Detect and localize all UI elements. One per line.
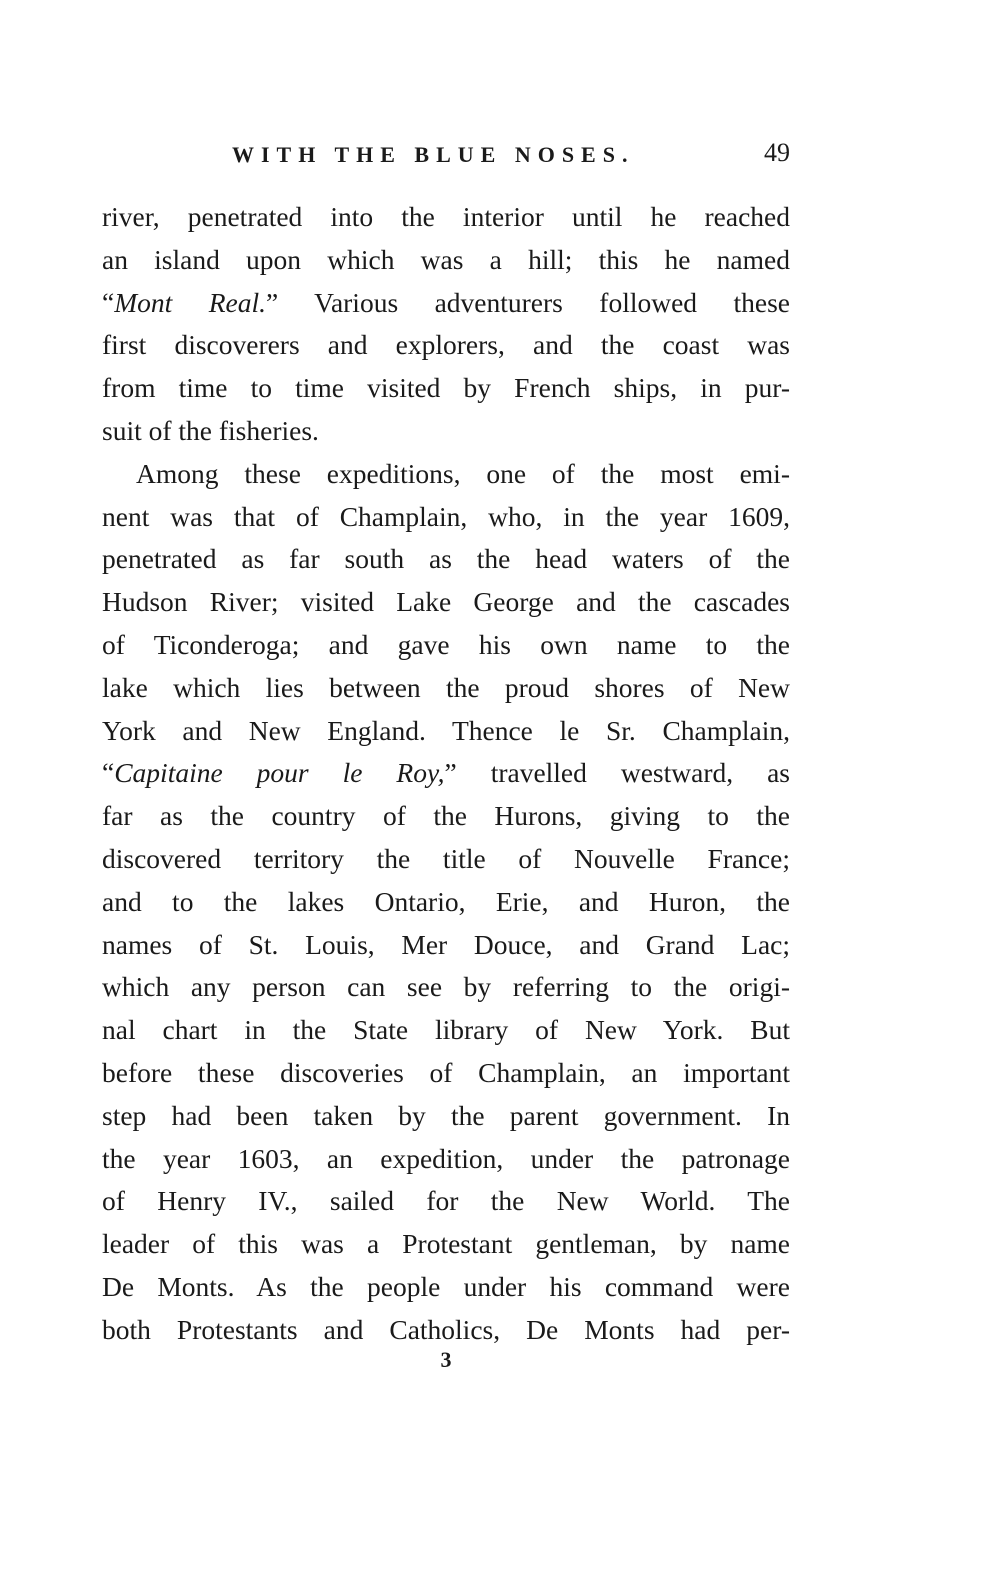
- text-line: leader of this was a Protestant gentleman, by name: [102, 1228, 790, 1260]
- text-line: Hudson River; visited Lake George and the cascades: [102, 586, 790, 618]
- open-quote: “: [102, 286, 115, 318]
- text-line: York and New England. Thence le Sr. Champlain,: [102, 714, 790, 746]
- book-page: [102, 0, 790, 1569]
- italic-phrase: Capitaine pour le Roy,: [114, 757, 445, 789]
- text-line: the year 1603, an expedition, under the patronage: [102, 1142, 790, 1174]
- text-line: penetrated as far south as the head waters of the: [102, 543, 790, 575]
- paragraph-1: [102, 196, 790, 453]
- text-line: before these discoveries of Champlain, an important: [102, 1056, 790, 1088]
- text-line: suit of the fisheries.: [102, 414, 319, 446]
- signature-mark: 3: [440, 1347, 452, 1372]
- running-title: WITH THE BLUE NOSES.: [232, 142, 635, 167]
- running-head: [102, 138, 790, 172]
- paragraph-2: [102, 453, 790, 1352]
- text-line: both Protestants and Catholics, De Monts had per-: [102, 1313, 790, 1345]
- text-line: from time to time visited by French ships, in pur-: [102, 372, 790, 404]
- text-segment: ” travelled westward, as: [444, 757, 790, 789]
- text-line: lake which lies between the proud shores of New: [102, 671, 790, 703]
- text-line: first discoverers and explorers, and the coast was: [102, 329, 790, 361]
- text-line: [102, 752, 790, 795]
- text-line: of Ticonderoga; and gave his own name to the: [102, 628, 790, 660]
- italic-phrase: Mont Real.: [114, 286, 266, 318]
- text-segment: ” Various adventurers followed these: [265, 286, 790, 318]
- text-line: names of St. Louis, Mer Douce, and Grand Lac;: [102, 928, 790, 960]
- open-quote: “: [102, 757, 115, 789]
- text-line: an island upon which was a hill; this he named: [102, 243, 790, 275]
- text-line: far as the country of the Hurons, giving to the: [102, 800, 790, 832]
- text-line: nal chart in the State library of New York. But: [102, 1014, 790, 1046]
- text-line: nent was that of Champlain, who, in the year 1609,: [102, 500, 790, 532]
- text-line: and to the lakes Ontario, Erie, and Huron, the: [102, 885, 790, 917]
- text-line: Among these expeditions, one of the most emi-: [136, 457, 790, 489]
- body-text: [102, 196, 790, 1352]
- text-line: discovered territory the title of Nouvelle France;: [102, 842, 790, 874]
- text-line: which any person can see by referring to the origi-: [102, 971, 790, 1003]
- text-line: river, penetrated into the interior until he reached: [102, 201, 790, 232]
- text-line: [102, 282, 790, 325]
- page-number: 49: [764, 138, 790, 167]
- text-line: De Monts. As the people under his command were: [102, 1270, 790, 1302]
- text-line: of Henry IV., sailed for the New World. The: [102, 1185, 790, 1217]
- text-line: step had been taken by the parent government. In: [102, 1099, 790, 1131]
